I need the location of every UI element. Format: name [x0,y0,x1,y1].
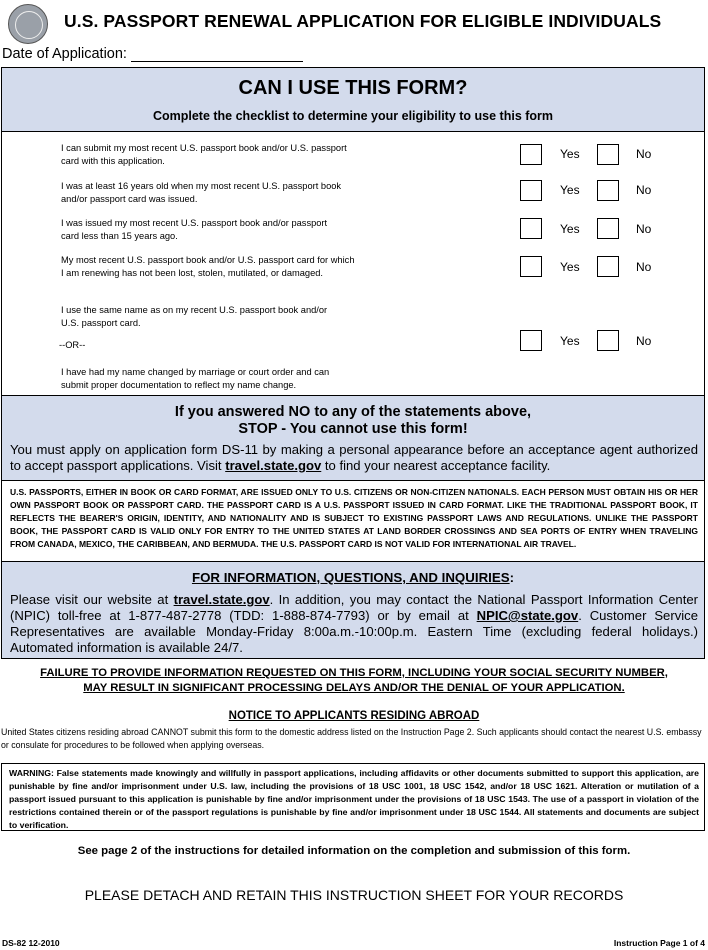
passport-notice-text: U.S. PASSPORTS, EITHER IN BOOK OR CARD FORMAT, ARE ISSUED ONLY TO U.S. CITIZENS OR NON-CITIZEN NATIONALS. EACH PERSON MUST OBTAIN HIS OR HER OWN PASSPORT BOOK OR PASSPORT CARD. THE PASSPORT CARD IS A U.S. PASSPORT ISSUED IN CARD FORMAT. LIKE THE TRADITIONAL PASSPORT BOOK, IT REFLECTS THE BEARER'S ORIGIN, IDENTITY, AND NATIONALITY AND IS SUBJECT TO EXISTING PASSPORT LAWS AND REGULATIONS. UNLIKE THE PASSPORT BOOK, THE PASSPORT CARD IS VALID ONLY FOR ENTRY TO THE UNITED STATES AT LAND BORDER CROSSINGS AND SEA PORTS OF ENTRY WHEN TRAVELING FROM CANADA, MEXICO, THE CARIBBEAN, AND BERMUDA. THE U.S. PASSPORT CARD IS NOT VALID FOR INTERNATIONAL AIR TRAVEL. [10,487,698,549]
yes-label: Yes [560,183,580,197]
checklist-item: I have had my name changed by marriage or court order and can submit proper documentation to reflect my name change. [61,367,330,390]
yes-label: Yes [560,334,580,348]
checklist-item: My most recent U.S. passport book and/or U.S. passport card for which I am renewing has not been lost, stolen, mutilated, or damaged. [61,255,355,278]
no-checkbox[interactable] [597,218,619,239]
no-checkbox[interactable] [597,180,619,201]
date-of-application-field[interactable] [131,61,303,62]
checklist-header [2,68,704,132]
abroad-heading: NOTICE TO APPLICANTS RESIDING ABROAD [228,710,480,722]
travel-state-gov-link[interactable]: travel.state.gov [225,458,322,473]
date-of-application-label: Date of Application: [2,46,127,62]
no-checkbox[interactable] [597,330,619,351]
department-seal-icon [8,4,48,44]
yes-checkbox[interactable] [520,330,542,351]
checklist-subheading: Complete the checklist to determine your eligibility to use this form [152,109,554,123]
checklist-item: I can submit my most recent U.S. passport book and/or U.S. passport card with this application. [61,143,347,166]
stop-line-1: If you answered NO to any of the statements above, [174,404,532,420]
no-label: No [636,334,652,348]
travel-state-gov-link[interactable]: travel.state.gov [173,592,270,607]
abroad-body: United States citizens residing abroad CANNOT submit this form to the domestic address listed on the Instruction Page 2. Such applicants should contact the nearest U.S. embassy or consulate for procedures to be followed when applying overseas. [1,727,702,750]
page-title: U.S. PASSPORT RENEWAL APPLICATION FOR ELIGIBLE INDIVIDUALS [64,11,662,31]
checklist-panel [1,67,705,396]
warning-text: WARNING: False statements made knowingly and willfully in passport applications, including affidavits or other documents submitted to support this application, are punishable by fine and/or imprisonment under U.S. law, including the provisions of 18 USC 1001, 18 USC 1542, and/or 18 USC 1621. Alteration or mutilation of a passport issued pursuant to this application is punishable by fine and/or imprisonment under the provisions of 18 USC 1543. The use of a passport in violation of the restrictions contained therein or of the passport regulations is punishable by fine and/or imprisonment under 18 USC 1544. All statements and documents are subject to verification. [9,768,699,830]
yes-label: Yes [560,222,580,236]
yes-label: Yes [560,260,580,274]
passport-notice-panel [1,480,705,562]
yes-checkbox[interactable] [520,218,542,239]
information-panel [1,561,705,659]
see-page-note: See page 2 of the instructions for detailed information on the completion and submission of this form. [77,845,631,857]
stop-body: You must apply on application form DS-11 by making a personal appearance before an acceptance agent authorized to accept passport applications. Visit travel.state.gov to find your nearest acceptance facility. [10,442,698,473]
failure-warning: FAILURE TO PROVIDE INFORMATION REQUESTED ON THIS FORM, INCLUDING YOUR SOCIAL SECURITY NUMBER, MAY RESULT IN SIGNIFICANT PROCESSING DELAYS AND/OR THE DENIAL OF YOUR APPLICATION. [40,667,668,694]
checklist-heading: CAN I USE THIS FORM? [238,77,468,99]
detach-notice: PLEASE DETACH AND RETAIN THIS INSTRUCTION SHEET FOR YOUR RECORDS [84,887,624,903]
no-label: No [636,183,652,197]
information-body: Please visit our website at travel.state.gov. In addition, you may contact the National Passport Information Center (NPIC) toll-free at 1-877-487-2778 (TDD: 1-888-874-7793) or by email at NPIC@state.gov. Customer Service Representatives are available Monday-Friday 8:00a.m.-10:00p.m. Eastern Time (excluding federal holidays.) Automated information is available 24/7. [10,592,698,655]
information-heading: FOR INFORMATION, QUESTIONS, AND INQUIRIES: [191,570,515,585]
form-id: DS-82 12-2010 [2,938,60,948]
yes-checkbox[interactable] [520,144,542,165]
checklist-item: I was issued my most recent U.S. passport book and/or passport card less than 15 years ago. [61,218,328,241]
checklist-item: I use the same name as on my recent U.S. passport book and/or U.S. passport card. [61,305,328,328]
stop-line-2: STOP - You cannot use this form! [238,421,468,437]
no-checkbox[interactable] [597,144,619,165]
npic-email-link[interactable]: NPIC@state.gov [476,608,579,623]
no-label: No [636,222,652,236]
page-number: Instruction Page 1 of 4 [613,938,705,948]
yes-label: Yes [560,147,580,161]
yes-checkbox[interactable] [520,256,542,277]
yes-checkbox[interactable] [520,180,542,201]
no-label: No [636,260,652,274]
checklist-item: I was at least 16 years old when my most recent U.S. passport book and/or passport card was issued. [61,181,342,204]
no-label: No [636,147,652,161]
or-divider-text: --OR-- [59,340,86,350]
no-checkbox[interactable] [597,256,619,277]
stop-panel [1,395,705,481]
warning-box [1,763,705,831]
